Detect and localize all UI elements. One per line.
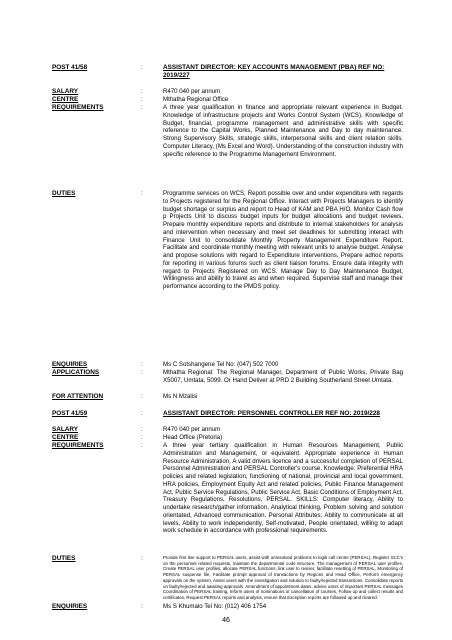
colon: : bbox=[141, 603, 143, 610]
enquiries-label: ENQUIRIES bbox=[52, 361, 88, 368]
post-number: POST 41/58 bbox=[52, 64, 88, 71]
post-number: POST 41/59 bbox=[52, 410, 88, 417]
colon: : bbox=[141, 104, 143, 111]
colon: : bbox=[141, 64, 143, 71]
applications-label: APPLICATIONS bbox=[52, 369, 100, 376]
requirements-label: REQUIREMENTS bbox=[52, 104, 104, 111]
colon: : bbox=[141, 88, 143, 95]
requirements-value: A three year qualification in finance and appropriate relevant experience in Budget. Knowledge of infrastructure projects and Works Control System (WCS). Knowledge of Budget, financial, programme management and administrative skills with specific reference to the Capital Works, Planned Maintenance and Day to day maintenance. Strong Supervisory Skills, strategic skills, interpersonal skills and client relation skills. Computer Literacy, (Ms Excel and Word). Understanding of the construction industry with specific reference to the Programme Management Environment. bbox=[163, 104, 403, 158]
centre-label: CENTRE bbox=[52, 434, 79, 441]
requirements-label: REQUIREMENTS bbox=[52, 442, 104, 449]
centre-label: CENTRE bbox=[52, 96, 79, 103]
for-attention-value: Ms N Mzalisi bbox=[163, 393, 198, 400]
duties-label: DUTIES bbox=[52, 555, 76, 562]
duties-value: Programme services on WCS, Report possible over and under expenditure with regards to Projects registered for the Regional Office. Interact with Projects Managers to identify budget shortage or surplus and report to Head of KAM and PBA H/O. Monitor Cash flow p Projects Unit to discuss budget inputs for budget allocations and budget reviews, Prepare monthly expenditure reports and distribute to internal stakeholders for analysis and intervention when necessary and meet set deadlines for submitting interact with Finance Unit to consolidate Monthly Property Management Expenditure Report. Facilitate and coordinate monthly meeting with relevant units to analyse budget. Analyse and propose solutions with regard to Expenditure interventions. Prepare adhoc reports for reporting in various forums such as client liaison forums. Ensure data integrity with regard to Projects Registered on WCS. Manage Day to Day Maintenance Budget, Willingness and ability to travel as and when required. Supervise staff and manage their performance according to the PMDS policy. bbox=[163, 190, 403, 290]
for-attention-label: FOR ATTENTION bbox=[52, 393, 104, 400]
colon: : bbox=[141, 434, 143, 441]
colon: : bbox=[141, 369, 143, 376]
enquiries-value: Ms S Khumalo Tel No: (012) 406 1754 bbox=[163, 603, 267, 610]
colon: : bbox=[141, 393, 143, 400]
applications-value: Mthatha Regional: The Regional Manager, Department of Public Works, Private Bag X5007, Umtata, 5099. Or Hand Deliver at PRD 2 Building Southerland Street Umtata. bbox=[163, 369, 403, 384]
duties-label: DUTIES bbox=[52, 190, 76, 197]
post-title: ASSISTANT DIRECTOR: PERSONNEL CONTROLLER REF NO: 2019/228 bbox=[163, 410, 380, 417]
salary-label: SALARY bbox=[52, 426, 79, 433]
salary-value: R470 040 per annum bbox=[163, 426, 221, 433]
post-title: ASSISTANT DIRECTOR: KEY ACCOUNTS MANAGEMENT (PBA) REF NO: 2019/227 bbox=[163, 64, 385, 79]
colon: : bbox=[141, 442, 143, 449]
salary-label: SALARY bbox=[52, 88, 79, 95]
centre-value: Mthatha Regional Office bbox=[163, 96, 229, 103]
duties-value: Provide first line support to PERSAL users, assist with unresolved problems to logik call centre (PERSAL), Register SCC's on the personnel related requests, maintain the departmental code structure, The management of PERSAL user profiles, Create PERSAL user profiles, allocate PERSAL functions, link user to reviser, facilitate resetting of PERSAL, Monitoring of PERSAL suspense file, Facilitate prompt approval of transactions by Regions and Head Office, Perform emergency approvals on the system, Assist users with the investigation and solution to faulty/rejected transactions. Consolidate reports on faulty/rejected and awaiting approvals. Amendment of appointment dates, advice users of important PERSAL messages Coordination of PERSAL training, Inform users of nominations or cancellation of courses, Follow up and collect results and certificates, Request PERSAL reports and analysis, ensure that Exception reports are followed up and cleared. bbox=[163, 555, 403, 600]
colon: : bbox=[141, 426, 143, 433]
enquiries-value: Ms C Sotshangene Tel No: (047) 502 7000 bbox=[163, 361, 279, 368]
page-number: 46 bbox=[222, 617, 230, 624]
colon: : bbox=[141, 190, 143, 197]
centre-value: Head Office (Pretoria) bbox=[163, 434, 223, 441]
colon: : bbox=[141, 410, 143, 417]
salary-value: R470 040 per annum bbox=[163, 88, 221, 95]
enquiries-label: ENQUIRIES bbox=[52, 603, 88, 610]
requirements-value: A three year tertiary qualification in Human Resources Management, Public Administration and Management, or equivalent. Appropriate experience in Human Resource Administration, A valid drivers licence and a successful completion of PERSAL Personnel Administration and PERSAL Controller's course. Knowledge: Preferential HRA policies and related legislation, functioning of national, provincial and local government, HRA policies, Employment Equity Act and related policies, Public Finance Management Act, Public Service Regulations, Public Service Act, Basic Conditions of Employment Act, Treasury Regulations, Resolutions, PERSAL. SKILLS: Computer literacy, Ability to undertake research/gather information, Analytical thinking, Problem solving and solution orientated, Advanced communication. Personal Attributes: Ability to communicate at all levels, Ability to work independently, Self-motivated, People orientated, willing to adapt work schedule in accordance with professional requirements. bbox=[163, 442, 403, 535]
colon: : bbox=[141, 361, 143, 368]
colon: : bbox=[141, 555, 143, 562]
colon: : bbox=[141, 96, 143, 103]
